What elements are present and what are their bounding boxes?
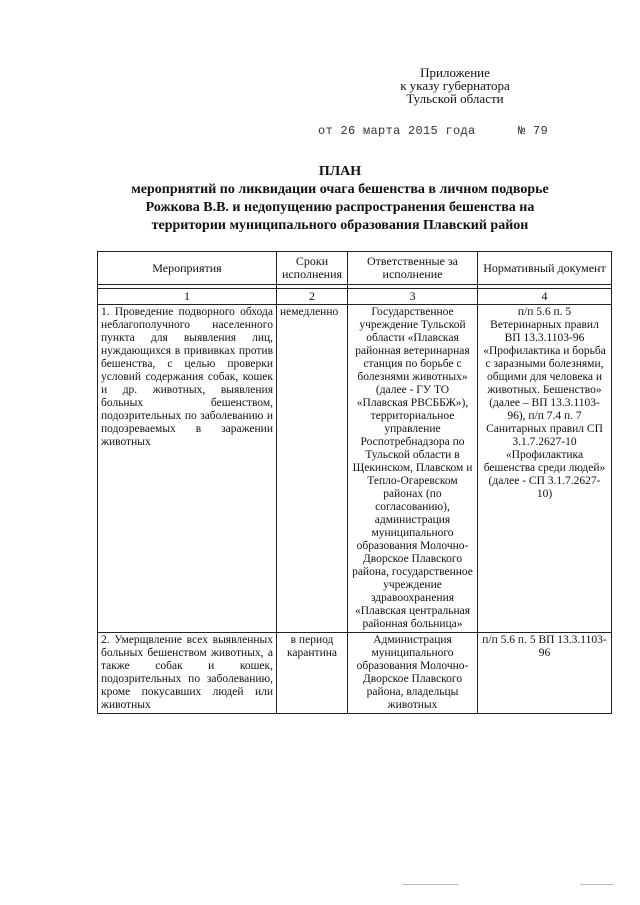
column-number: 2 bbox=[277, 289, 348, 305]
appendix-line: Тульской области bbox=[406, 91, 504, 106]
responsible-cell: Администрация муниципального образования Молочно-Дворское Плавского района, владельцы животных bbox=[348, 633, 478, 714]
plan-table bbox=[97, 251, 612, 714]
document-cell: п/п 5.6 п. 5 Ветеринарных правил ВП 13.3.1103-96 «Профилактика и борьба с заразными болезнями, общими для человека и животных. Бешенство» (далее – ВП 13.3.1103-96), п/п 7.4 п. 7 Санитарных правил СП 3.1.7.2627-10 «Профилактика бешенства среди людей» (далее - СП 3.1.7.2627-10) bbox=[478, 305, 612, 633]
scan-artifact bbox=[402, 884, 458, 885]
table-row bbox=[98, 633, 612, 714]
scan-artifact bbox=[580, 884, 614, 885]
column-number-row bbox=[98, 289, 612, 305]
title-line: Рожкова В.В. и недопущению распространения бешенства на bbox=[145, 200, 535, 215]
column-number: 1 bbox=[98, 289, 277, 305]
header-cell: Мероприятия bbox=[98, 252, 277, 285]
header-cell: Нормативный документ bbox=[478, 252, 612, 285]
task-cell: 2. Умерщвление всех выявленных больных бешенством животных, а также собак и кошек, подозрительных по заболеванию, кроме покусавших людей или животных bbox=[98, 633, 277, 714]
appendix-line: к указу губернатора bbox=[400, 78, 510, 93]
decree-date: от 26 марта 2015 года bbox=[318, 124, 476, 138]
table-header-row bbox=[98, 252, 612, 285]
column-number: 3 bbox=[348, 289, 478, 305]
table-row bbox=[98, 305, 612, 633]
title-line: ПЛАН bbox=[318, 164, 362, 179]
document-title bbox=[110, 163, 570, 235]
decree-date-line bbox=[318, 124, 558, 138]
title-line: мероприятий по ликвидации очага бешенства в личном подворье bbox=[131, 182, 549, 197]
document-cell: п/п 5.6 п. 5 ВП 13.3.1103-96 bbox=[478, 633, 612, 714]
responsible-cell: Государственное учреждение Тульской области «Плавская районная ветеринарная станция по борьбе с болезнями животных» (далее - ГУ ТО «Плавская РВСББЖ»), территориальное управление Роспотребнадзора по Тульской области в Щекинском, Плавском и Тепло-Огаревском районах (по согласованию), администрация муниципального образования Молочно-Дворское Плавского района, государственное учреждение здравоохранения «Плавская центральная районная больница» bbox=[348, 305, 478, 633]
column-number: 4 bbox=[478, 289, 612, 305]
decree-number: № 79 bbox=[518, 124, 549, 138]
header-cell: Ответственные за исполнение bbox=[348, 252, 478, 285]
header-cell: Сроки исполнения bbox=[277, 252, 348, 285]
task-cell: 1. Проведение подворного обхода неблагополучного населенного пункта для выявления лиц, нуждающихся в прививках против бешенства, с целью проверки условий содержания собак, кошек и др. животных, выявления больных бешенством, подозрительных по заболеванию и подозреваемых в заражении животных bbox=[98, 305, 277, 633]
deadline-cell: немедленно bbox=[277, 305, 348, 633]
deadline-cell: в период карантина bbox=[277, 633, 348, 714]
appendix-line: Приложение bbox=[420, 65, 490, 80]
title-line: территории муниципального образования Плавский район bbox=[151, 218, 529, 233]
appendix-header bbox=[380, 66, 530, 105]
